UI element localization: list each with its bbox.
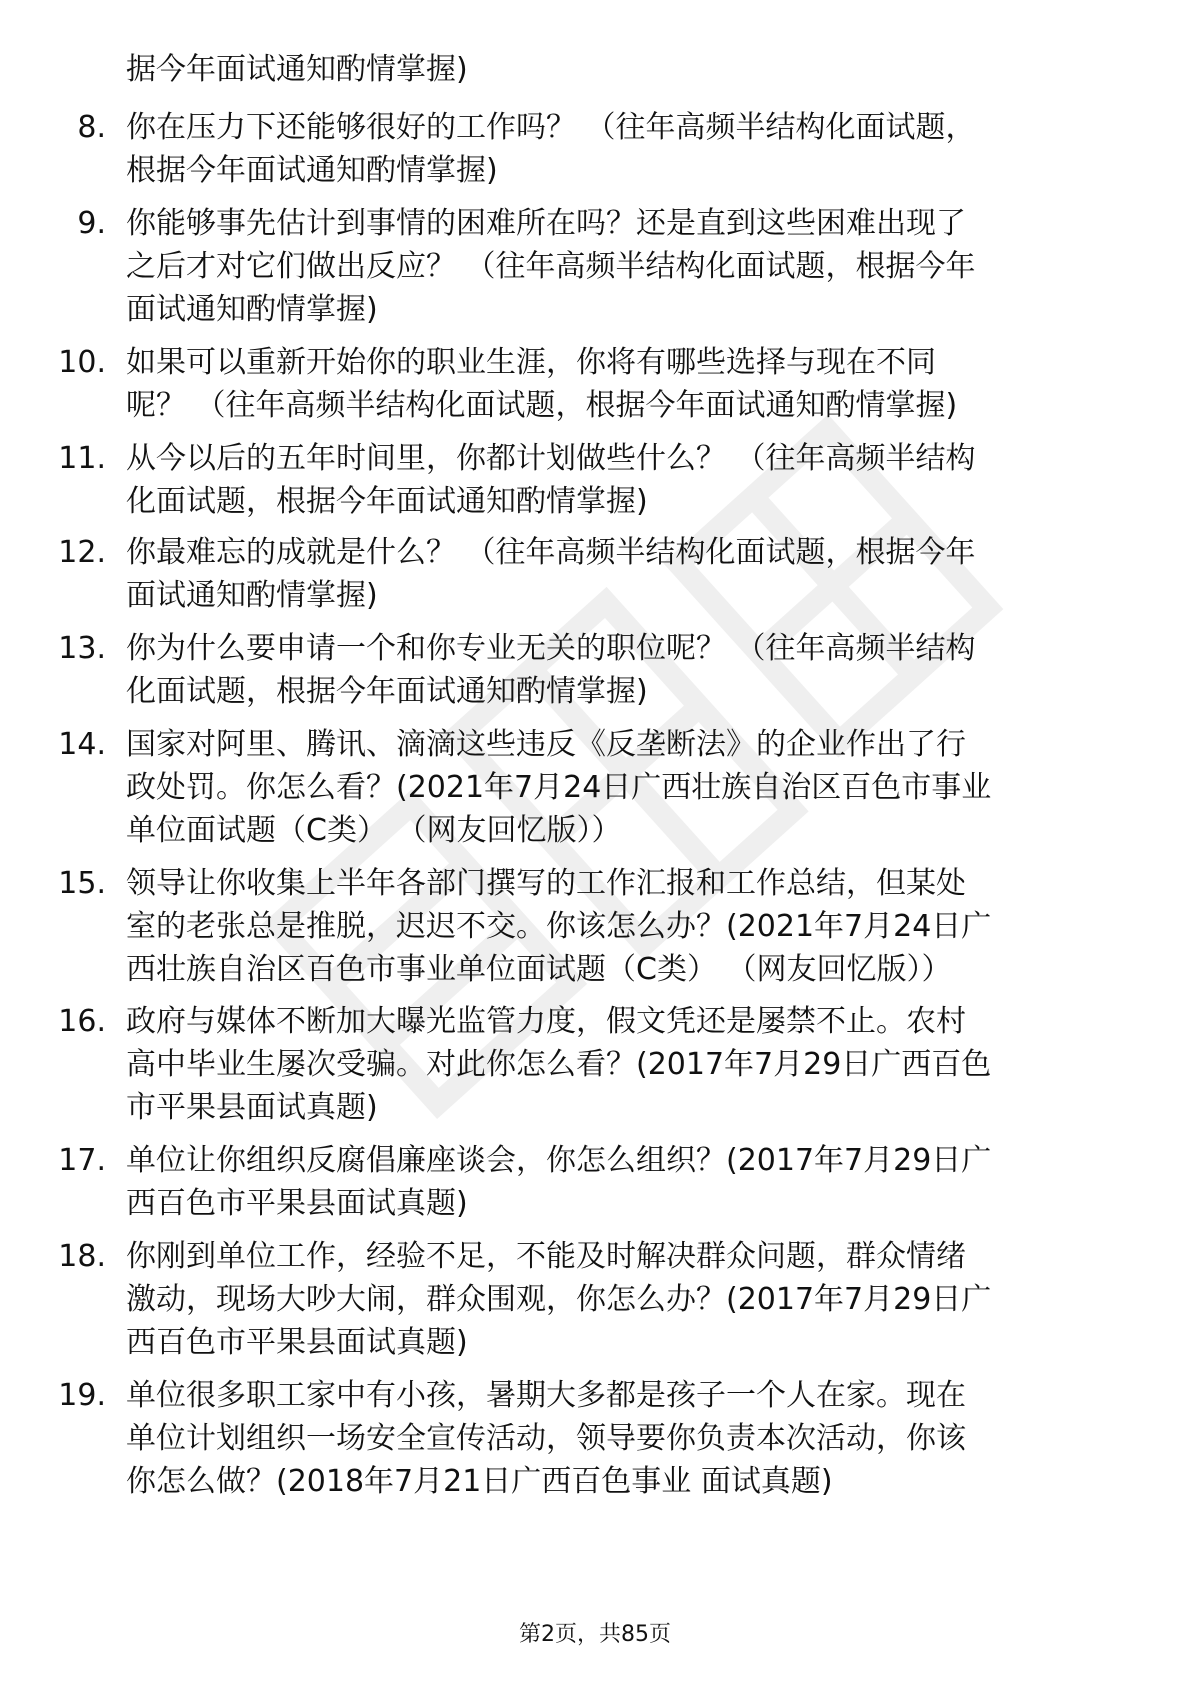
question-line: 化面试题，根据今年面试通知酌情掌握) bbox=[126, 674, 648, 709]
question-line: 西百色市平果县面试真题) bbox=[126, 1325, 468, 1360]
question-text bbox=[126, 1374, 1126, 1503]
page-footer: 第2页，共85页 bbox=[519, 1622, 671, 1647]
question-line: 你为什么要申请一个和你专业无关的职位呢？ （往年高频半结构 bbox=[126, 631, 976, 666]
question-number: 10. bbox=[58, 345, 106, 380]
question-line: 你在压力下还能够很好的工作吗？ （往年高频半结构化面试题， bbox=[126, 110, 976, 145]
question-text bbox=[126, 531, 1126, 617]
question-line: 根据今年面试通知酌情掌握) bbox=[126, 153, 498, 188]
question-text bbox=[126, 437, 1126, 523]
question-line: 你怎么做？(2018年7月21日广西百色事业 面试真题) bbox=[126, 1464, 833, 1499]
question-line: 如果可以重新开始你的职业生涯，你将有哪些选择与现在不同 bbox=[126, 345, 936, 380]
question-text bbox=[126, 202, 1126, 331]
question-text bbox=[126, 1235, 1126, 1364]
question-text bbox=[126, 106, 1126, 192]
question-number: 11. bbox=[58, 441, 106, 476]
question-number: 18. bbox=[58, 1239, 106, 1274]
question-line: 你能够事先估计到事情的困难所在吗？还是直到这些困难出现了 bbox=[126, 206, 966, 241]
question-number: 14. bbox=[58, 727, 106, 762]
question-number: 12. bbox=[58, 535, 106, 570]
question-line: 西壮族自治区百色市事业单位面试题（C类） （网友回忆版）） bbox=[126, 952, 952, 987]
question-text bbox=[126, 627, 1126, 713]
question-line: 呢？ （往年高频半结构化面试题，根据今年面试通知酌情掌握) bbox=[126, 388, 958, 423]
question-line: 市平果县面试真题) bbox=[126, 1090, 378, 1125]
question-line: 之后才对它们做出反应？ （往年高频半结构化面试题，根据今年 bbox=[126, 249, 976, 284]
question-number: 15. bbox=[58, 866, 106, 901]
continued-text: 据今年面试通知酌情掌握) bbox=[126, 52, 468, 87]
question-line: 面试通知酌情掌握) bbox=[126, 578, 378, 613]
question-number: 17. bbox=[58, 1143, 106, 1178]
question-line: 西百色市平果县面试真题) bbox=[126, 1186, 468, 1221]
question-text bbox=[126, 723, 1126, 852]
question-line: 你最难忘的成就是什么？ （往年高频半结构化面试题，根据今年 bbox=[126, 535, 976, 570]
question-line: 高中毕业生屡次受骗。对此你怎么看？(2017年7月29日广西百色 bbox=[126, 1047, 992, 1082]
question-line: 化面试题，根据今年面试通知酌情掌握) bbox=[126, 484, 648, 519]
question-text bbox=[126, 341, 1126, 427]
question-number: 19. bbox=[58, 1378, 106, 1413]
question-line: 从今以后的五年时间里，你都计划做些什么？ （往年高频半结构 bbox=[126, 441, 976, 476]
question-line: 单位面试题（C类） （网友回忆版）） bbox=[126, 813, 622, 848]
question-number: 13. bbox=[58, 631, 106, 666]
question-number: 8. bbox=[77, 110, 106, 145]
question-line: 国家对阿里、腾讯、滴滴这些违反《反垄断法》的企业作出了行 bbox=[126, 727, 966, 762]
question-line: 政府与媒体不断加大曝光监管力度，假文凭还是屡禁不止。农村 bbox=[126, 1004, 966, 1039]
question-line: 你刚到单位工作，经验不足，不能及时解决群众问题，群众情绪 bbox=[126, 1239, 966, 1274]
question-text bbox=[126, 1000, 1126, 1129]
question-line: 领导让你收集上半年各部门撰写的工作汇报和工作总结，但某处 bbox=[126, 866, 966, 901]
question-number: 16. bbox=[58, 1004, 106, 1039]
question-text bbox=[126, 1139, 1126, 1225]
question-line: 室的老张总是推脱，迟迟不交。你该怎么办？(2021年7月24日广 bbox=[126, 909, 992, 944]
question-number: 9. bbox=[77, 206, 106, 241]
question-line: 激动，现场大吵大闹，群众围观，你怎么办？(2017年7月29日广 bbox=[126, 1282, 992, 1317]
question-line: 面试通知酌情掌握) bbox=[126, 292, 378, 327]
question-line: 单位计划组织一场安全宣传活动，领导要你负责本次活动，你该 bbox=[126, 1421, 966, 1456]
question-text bbox=[126, 862, 1126, 991]
question-line: 单位让你组织反腐倡廉座谈会，你怎么组织？(2017年7月29日广 bbox=[126, 1143, 992, 1178]
question-line: 政处罚。你怎么看？(2021年7月24日广西壮族自治区百色市事业 bbox=[126, 770, 992, 805]
question-line: 单位很多职工家中有小孩，暑期大多都是孩子一个人在家。现在 bbox=[126, 1378, 966, 1413]
